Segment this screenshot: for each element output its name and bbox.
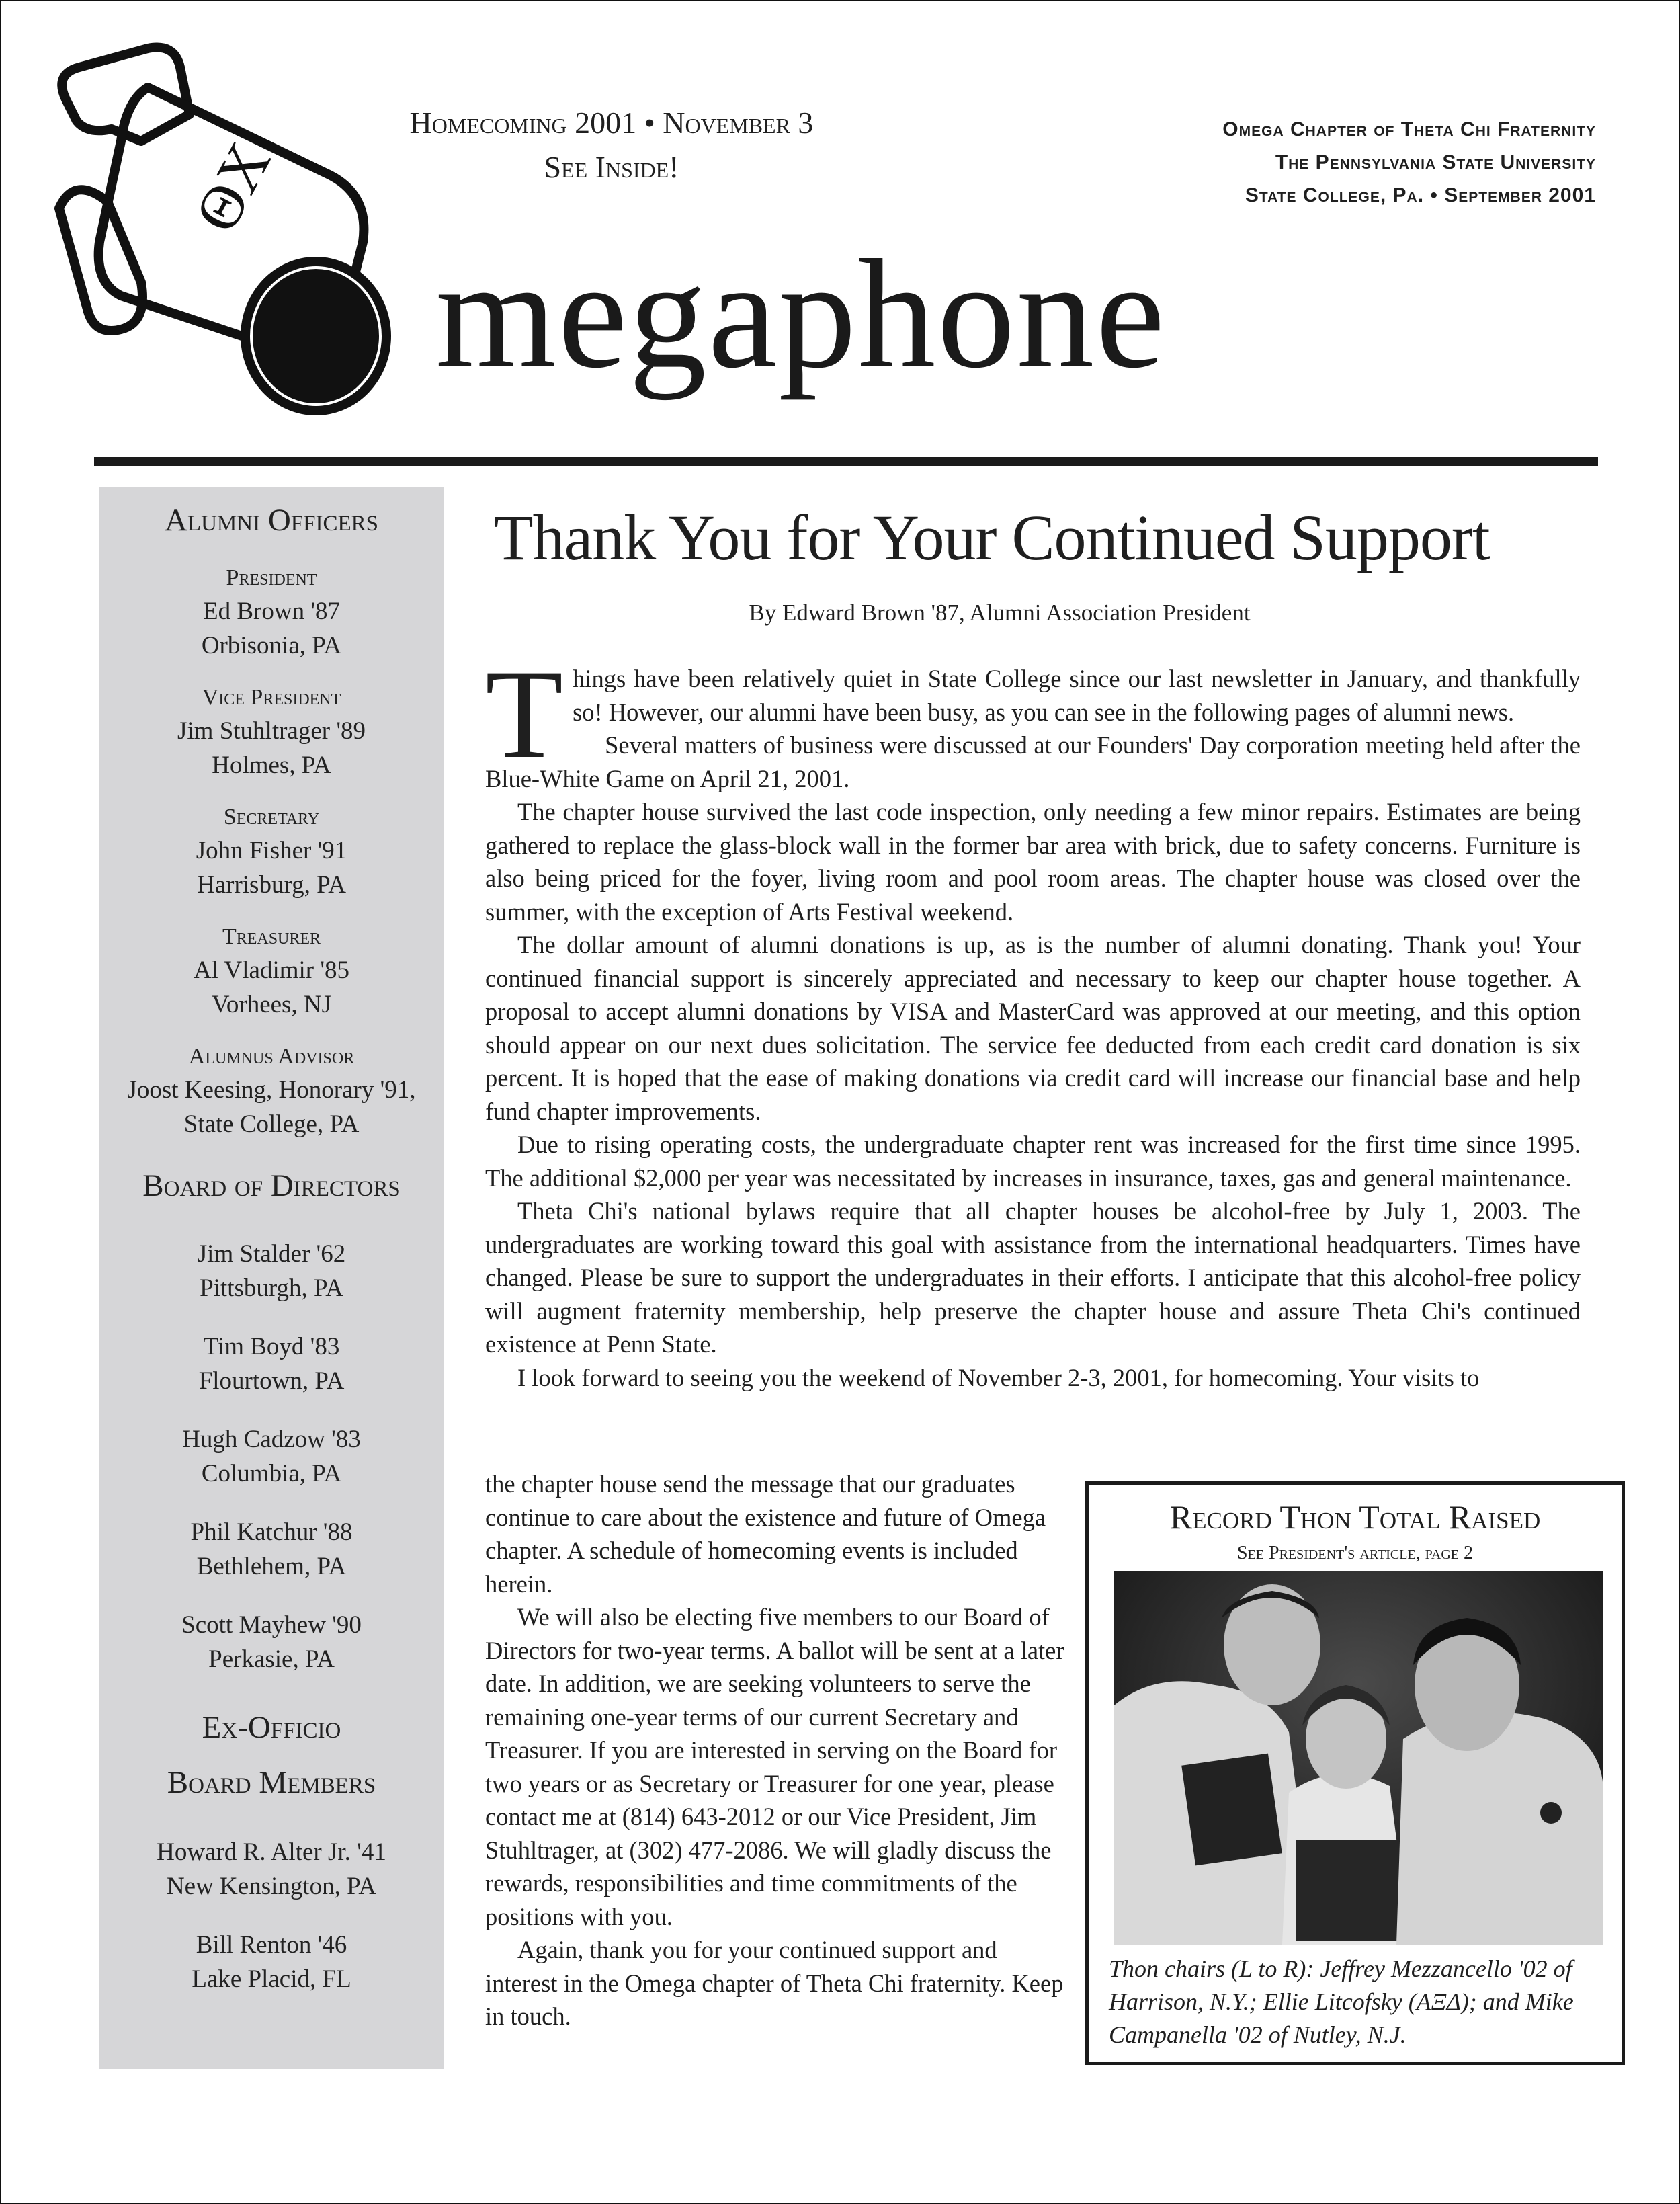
officer-location: Holmes, PA (212, 751, 331, 779)
paragraph: Again, thank you for your continued support and interest in the Omega chapter of Theta Chi fraternity. Keep in touch. (485, 1936, 1064, 2030)
chapter-line-2: The Pennsylvania State University (1275, 151, 1596, 173)
paragraph: Due to rising operating costs, the undergraduate chapter rent was increased for the first time since 1995. The additional $2,000 per year was necessitated by increases in insurance, taxes, gas and general maintenance. (485, 1131, 1581, 1192)
officer-role: Vice President (202, 685, 341, 710)
director-name: Jim Stalder '62 (197, 1240, 346, 1268)
director-location: Columbia, PA (201, 1460, 342, 1487)
see-inside: See Inside! (544, 150, 679, 184)
officer-name: Jim Stuhltrager '89 (177, 717, 366, 745)
article-body-narrow (485, 1467, 1064, 2033)
paragraph: We will also be electing five members to our Board of Directors for two-year terms. A ballot will be sent at a later date. In addition, we are seeking volunteers to serve the remaining one-year terms of our current Secretary and Treasurer. If you are interested in serving on the Board for two years or as Secretary or Treasurer for one year, please contact me at (814) 643-2012 or our Vice President, Jim Stuhltrager, at (302) 477-2086. We will gladly discuss the rewards, responsibilities and time commitments of the positions with you. (485, 1603, 1064, 1930)
exofficio-location: Lake Placid, FL (192, 1965, 351, 1993)
officers-heading: Alumni Officers (164, 503, 378, 538)
article-byline: By Edward Brown '87, Alumni Association President (749, 600, 1251, 626)
paragraph: the chapter house send the message that our graduates continue to care about the existence and future of Omega chapter. A schedule of homecoming events is included herein. (485, 1470, 1046, 1598)
director-location: Perkasie, PA (208, 1645, 335, 1673)
exofficio-name: Bill Renton '46 (196, 1931, 347, 1959)
exofficio-entry (99, 1928, 444, 1996)
paragraph: Theta Chi's national bylaws require that all chapter houses be alcohol-free by July 1, 2003. The undergraduates are working toward this goal with assistance from the international headquarters. Times have changed. Please be sure to support the undergraduates in their efforts. I anticipate that this alcohol-free policy will augment fraternity membership, help preserve the chapter house and assure Theta Chi's continued existence at Penn State. (485, 1197, 1581, 1358)
director-entry (99, 1422, 444, 1491)
megaphone-logo (47, 40, 437, 423)
director-name: Hugh Cadzow '83 (182, 1426, 361, 1453)
paragraph-text: hings have been relatively quiet in State College since our last newsletter in January, and thankfully so! However, our alumni have been busy, as you can see in the following pages of alumni news. (573, 665, 1581, 726)
director-entry (99, 1515, 444, 1584)
photo-box-subtitle: See President's article, page 2 (1236, 1543, 1474, 1563)
officer-role: Treasurer (222, 924, 321, 949)
officer-entry (99, 801, 444, 902)
director-location: Pittsburgh, PA (200, 1274, 343, 1302)
director-entry (99, 1608, 444, 1676)
masthead-title: megaphone (435, 228, 1167, 401)
paragraph: The dollar amount of alumni donations is up, as is the number of alumni donating. Thank you! Your continued financial support is sincerely appreciated and necessary to keep our chapter house together. A proposal to accept alumni donations by VISA and MasterCard was approved at our meeting, and this option should appear on our next dues solicitation. The service fee deducted from each credit card donation is six percent. It is hoped that the ease of making donations via credit card will increase our financial base and help fund chapter improvements. (485, 931, 1581, 1125)
officer-role: Alumnus Advisor (188, 1044, 355, 1069)
officer-role: President (226, 565, 317, 590)
logo-letters: ΘΧ (181, 131, 284, 243)
director-location: Bethlehem, PA (196, 1553, 347, 1580)
paragraph: I look forward to seeing you the weekend of November 2-3, 2001, for homecoming. Your visits to (517, 1363, 1480, 1391)
drop-cap: T (485, 644, 564, 785)
officer-entry (99, 562, 444, 663)
exofficio-entry (99, 1835, 444, 1904)
photo-box (1085, 1481, 1625, 2065)
masthead-rule (94, 457, 1598, 466)
homecoming-line: Homecoming 2001 • November 3 (409, 106, 814, 140)
exofficio-location: New Kensington, PA (166, 1873, 377, 1900)
photo-illustration (1114, 1571, 1603, 1945)
article-body (485, 644, 1581, 1394)
officer-location: State College, PA (183, 1110, 360, 1138)
director-location: Flourtown, PA (198, 1367, 345, 1395)
chapter-line-1: Omega Chapter of Theta Chi Fraternity (1222, 118, 1596, 140)
paragraph: Several matters of business were discussed at our Founders' Day corporation meeting held after the Blue-White Game on April 21, 2001. (485, 731, 1581, 792)
exofficio-heading-2: Board Members (167, 1765, 376, 1800)
officer-entry (99, 682, 444, 782)
exofficio-name: Howard R. Alter Jr. '41 (157, 1838, 386, 1866)
officer-name: Ed Brown '87 (203, 598, 340, 625)
homecoming-notice (323, 101, 900, 190)
chapter-line-3: State College, Pa. • September 2001 (1245, 184, 1596, 206)
director-name: Scott Mayhew '90 (181, 1611, 362, 1639)
director-entry (99, 1237, 444, 1305)
officer-name: Al Vladimir '85 (193, 956, 350, 984)
director-name: Phil Katchur '88 (190, 1518, 353, 1546)
photo-caption: Thon chairs (L to R): Jeffrey Mezzancello '02 of Harrison, N.Y.; Ellie Litcofsky (ΑΞΔ); and Mike Campanella '02 of Nutley, N.J. (1109, 1955, 1574, 2048)
officer-name: Joost Keesing, Honorary '91, (127, 1076, 416, 1104)
director-name: Tim Boyd '83 (203, 1333, 340, 1360)
officer-location: Harrisburg, PA (196, 871, 347, 899)
sidebar (99, 487, 444, 2069)
exofficio-heading-1: Ex-Officio (202, 1710, 341, 1745)
officer-location: Orbisonia, PA (201, 632, 342, 659)
director-entry (99, 1330, 444, 1398)
photo-box-title: Record Thon Total Raised (1169, 1498, 1541, 1536)
officer-role: Secretary (223, 805, 320, 829)
paragraph: The chapter house survived the last code inspection, only needing a few minor repairs. Estimates are being gathered to replace the glass-block wall in the former bar area with brick, due to safety concerns. Furniture is also being priced for the foyer, living room and pool room areas. The chapter house was closed over the summer, with the exception of Arts Festival weekend. (485, 798, 1581, 926)
officer-entry (99, 1040, 444, 1141)
officer-name: John Fisher '91 (196, 837, 347, 864)
officer-entry (99, 921, 444, 1022)
chapter-info (1222, 113, 1596, 212)
officer-location: Vorhees, NJ (211, 991, 332, 1018)
thon-chairs-photo (1114, 1571, 1603, 1945)
board-heading: Board of Directors (142, 1168, 401, 1203)
article-headline: Thank You for Your Continued Support (494, 501, 1490, 573)
